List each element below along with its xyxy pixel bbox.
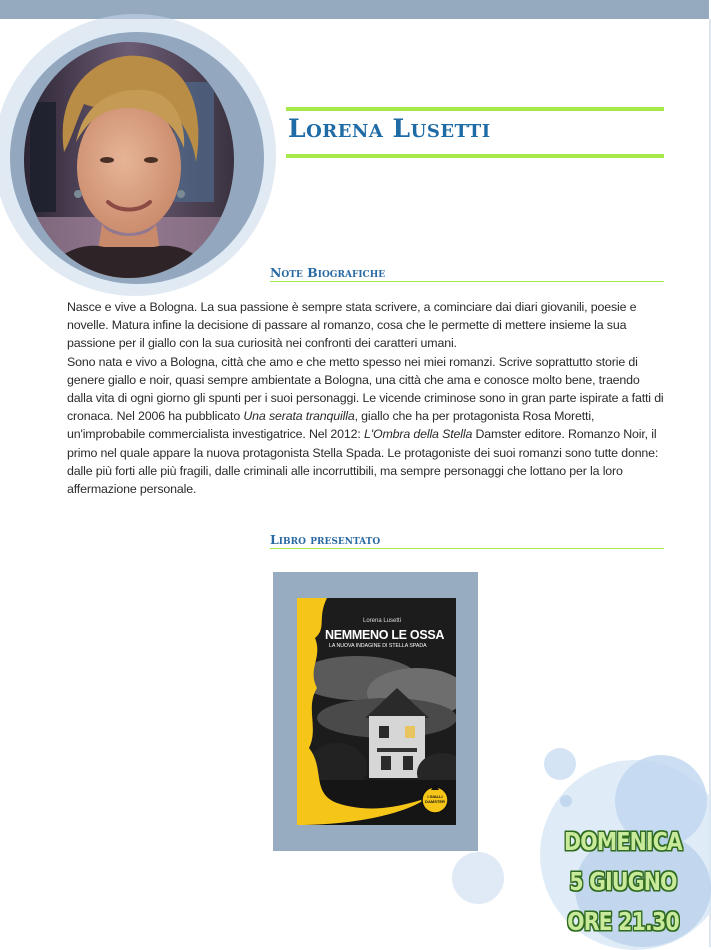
bio-paragraph-2 <box>67 353 665 499</box>
book-title-1: Una serata tranquilla <box>243 409 355 424</box>
cover-title: NEMMENO LE OSSA <box>325 628 445 642</box>
bio-text-segment: Sono nata e vivo a Bologna, città che amo e che metto spesso nei miei romanzi. Scrive soprattutto storie di genere giallo e noir, quasi sempre ambientate a Bologna, una città che ama e conosce molto bene, traendo dalla vita di ogni giorno gli spunti per i suoi personaggi. Le vicende criminose sono in gran parte ispirate a fatti di cronaca. Nel 2006 ha pubblicato <box>67 354 664 424</box>
bubble-small <box>544 748 576 780</box>
event-date: 5 GIUGNO <box>569 867 677 896</box>
event-day: DOMENICA <box>563 827 682 856</box>
badge-line-2: DAMSTER <box>425 798 445 804</box>
book-section-title: Libro presentato <box>270 532 664 549</box>
cover-subtitle: LA NUOVA INDAGINE DI STELLA SPADA <box>329 643 427 649</box>
event-time: ORE 21.30 <box>567 907 679 936</box>
bio-paragraph-1: Nasce e vive a Bologna. La sua passione è sempre stata scrivere, a cominciare dai diari giovanili, poesie e novelle. Matura infine la decisione di passare al romanzo, cosa che le permette di mettere insieme la sua passione per il giallo con la sua curiosità nei confronti dei caratteri umani. <box>67 300 637 351</box>
author-portrait-illustration <box>24 42 234 278</box>
book-cover <box>297 598 456 825</box>
book-title-2: L'Ombra della Stella <box>364 427 473 442</box>
event-info <box>560 822 686 942</box>
cover-author: Lorena Lusetti <box>363 618 402 624</box>
name-bottom-rule <box>286 154 664 158</box>
bio-text <box>67 298 665 498</box>
bio-text-segment: Damster editore. Romanzo Noir, il primo nel quale appare la nuova protagonista Stella Spada. Le protagoniste dei suoi romanzi sono tutte donne: dalle più forti alle più fragili, dalle criminali alle incorruttibili, ma sempre personaggi che lottano per la loro affermazione personale. <box>67 427 659 497</box>
publisher-badge <box>421 786 449 814</box>
bubble-tiny <box>560 795 572 807</box>
name-top-rule <box>286 107 664 111</box>
badge-line-1: I GIALLI <box>427 794 443 799</box>
bio-text-segment: , giallo che ha per protagonista Rosa Moretti, un'improbabile commercialista investigatrice. Nel 2012: <box>67 409 595 442</box>
author-name: Lorena Lusetti <box>288 114 491 143</box>
author-portrait <box>24 42 234 278</box>
bubble-left <box>452 852 504 904</box>
bio-section-title: Note Biografiche <box>270 265 664 282</box>
publisher-badge-text <box>423 795 447 804</box>
